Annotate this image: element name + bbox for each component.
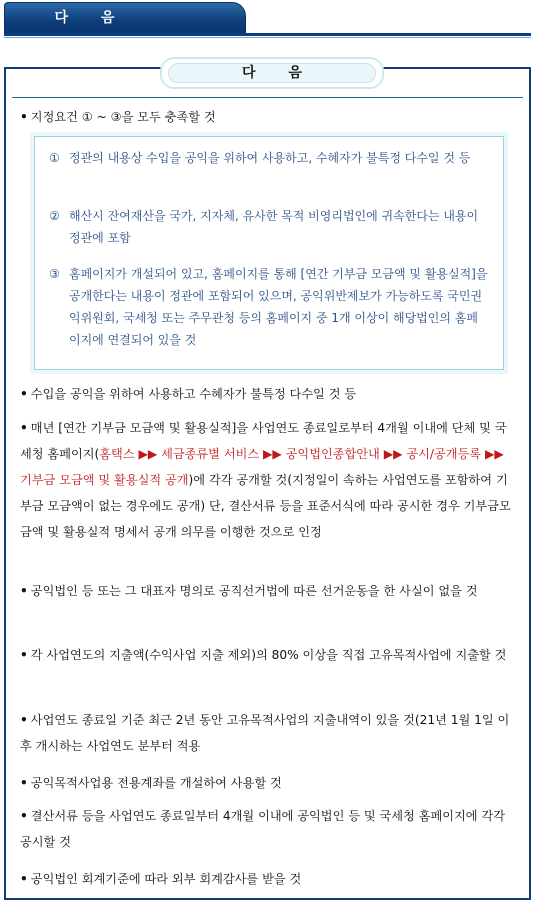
requirement-item [49, 263, 489, 351]
bullet-history: • 사업연도 종료일 기준 최근 2년 동안 고유목적사업의 지출내역이 있을 것(21년 1월 1일 이후 개시하는 사업연도 분부터 적용 [20, 713, 510, 753]
bullet-settlement: • 결산서류 등을 사업연도 종료일부터 4개월 이내에 공익법인 등 및 국세청 홈페이지에 각각 공시할 것 [20, 809, 505, 849]
bullet-text: 공익법인 등 또는 그 대표자 명의로 공직선거법에 따른 선거운동을 한 사실이 없을 것 [30, 584, 478, 598]
requirements-box [34, 136, 504, 370]
bullet-annual-disclosure: • 매년 [연간 기부금 모금액 및 활용실적]을 사업연도 종료일로부터 4개월 이내에 단체 및 국세청 홈페이지(홈택스 ▶▶ 세금종류별 서비스 ▶▶ 공익법인종합안내 ▶▶ 공시/공개등록 ▶▶ 기부금 모금액 및 활용실적 공개)에 각각 공개할 것(지정일이 속하는 사업연도를 포함하여 기부금 모금액이 없는 경우에도 공개) 단, 결산서류 등을 표준서식에 따라 공시한 경우 기부금모금액 및 활용실적 명세서 공개 의무를 이행한 것으로 인정 [20, 421, 511, 539]
requirement-item [49, 205, 489, 249]
header-tab-title: 다 음 [54, 10, 129, 26]
requirement-item [49, 147, 489, 169]
header-tab [0, 0, 535, 40]
bullet-text-continued: )에 각각 공개할 것(지정일이 속하는 사업연도를 포함하여 기부금 모금액이 없는 경우에도 공개) 단, 결산서류 등을 표준서식에 따라 공시한 경우 기부금모금액 및 활용실적 명세서 공개 의무를 이행한 것으로 인정 [20, 473, 511, 539]
requirement-number: ② [49, 209, 60, 223]
requirement-number: ① [49, 151, 60, 165]
requirement-text: 해산시 잔여재산을 국가, 지자체, 유사한 목적 비영리법인에 귀속한다는 내용이 정관에 포함 [69, 209, 479, 245]
bullet-text: 사업연도 종료일 기준 최근 2년 동안 고유목적사업의 지출내역이 있을 것(21년 1월 1일 이후 개시하는 사업연도 분부터 적용 [20, 713, 510, 753]
bullet-expenditure: • 각 사업연도의 지출액(수익사업 지출 제외)의 80% 이상을 직접 고유목적사업에 지출할 것 [20, 648, 507, 662]
bullet-text: 각 사업연도의 지출액(수익사업 지출 제외)의 80% 이상을 직접 고유목적사업에 지출할 것 [30, 648, 507, 662]
bullet-account: • 공익목적사업용 전용계좌를 개설하여 사용할 것 [20, 776, 282, 790]
bullet-requirements-intro: • 지정요건 ① ~ ③을 모두 충족할 것 [20, 110, 216, 124]
panel-title: 다 음 [242, 65, 316, 81]
bullet-text: 매년 [연간 기부금 모금액 및 활용실적]을 사업연도 종료일로부터 4개월 이내에 단체 및 국세청 홈페이지( [20, 421, 507, 461]
bullet-text: 지정요건 ① ~ ③을 모두 충족할 것 [30, 110, 216, 124]
hometax-path: 홈택스 ▶▶ 세금종류별 서비스 ▶▶ 공익법인종합안내 ▶▶ 공시/공개등록 ▶▶ 기부금 모금액 및 활용실적 공개 [20, 447, 504, 487]
bullet-election: • 공익법인 등 또는 그 대표자 명의로 공직선거법에 따른 선거운동을 한 사실이 없을 것 [20, 584, 478, 598]
requirement-text: 정관의 내용상 수입을 공익을 위하여 사용하고, 수혜자가 불특정 다수일 것 등 [69, 151, 471, 165]
bullet-text: 공익법인 회계기준에 따라 외부 회계감사를 받을 것 [30, 872, 302, 886]
header-underline-light [4, 37, 531, 38]
bullet-text: 수입을 공익을 위하여 사용하고 수혜자가 불특정 다수일 것 등 [30, 387, 357, 401]
bullet-text: 결산서류 등을 사업연도 종료일부터 4개월 이내에 공익법인 등 및 국세청 홈페이지에 각각 공시할 것 [20, 809, 505, 849]
bullet-text: 공익목적사업용 전용계좌를 개설하여 사용할 것 [30, 776, 282, 790]
bullet-beneficiary: • 수입을 공익을 위하여 사용하고 수혜자가 불특정 다수일 것 등 [20, 387, 357, 401]
requirement-text: 홈페이지가 개설되어 있고, 홈페이지를 통해 [연간 기부금 모금액 및 활용실적]을 공개한다는 내용이 정관에 포함되어 있으며, 공익위반제보가 가능하도록 국민권익위원회, 국세청 또는 주무관청 등의 홈페이지 중 1개 이상이 해당법인의 홈페이지에 연결되어 있을 것 [69, 267, 488, 347]
panel-content [12, 97, 523, 895]
panel-title-badge [160, 57, 384, 89]
requirement-number: ③ [49, 267, 60, 281]
bullet-audit: • 공익법인 회계기준에 따라 외부 회계감사를 받을 것 [20, 872, 302, 886]
